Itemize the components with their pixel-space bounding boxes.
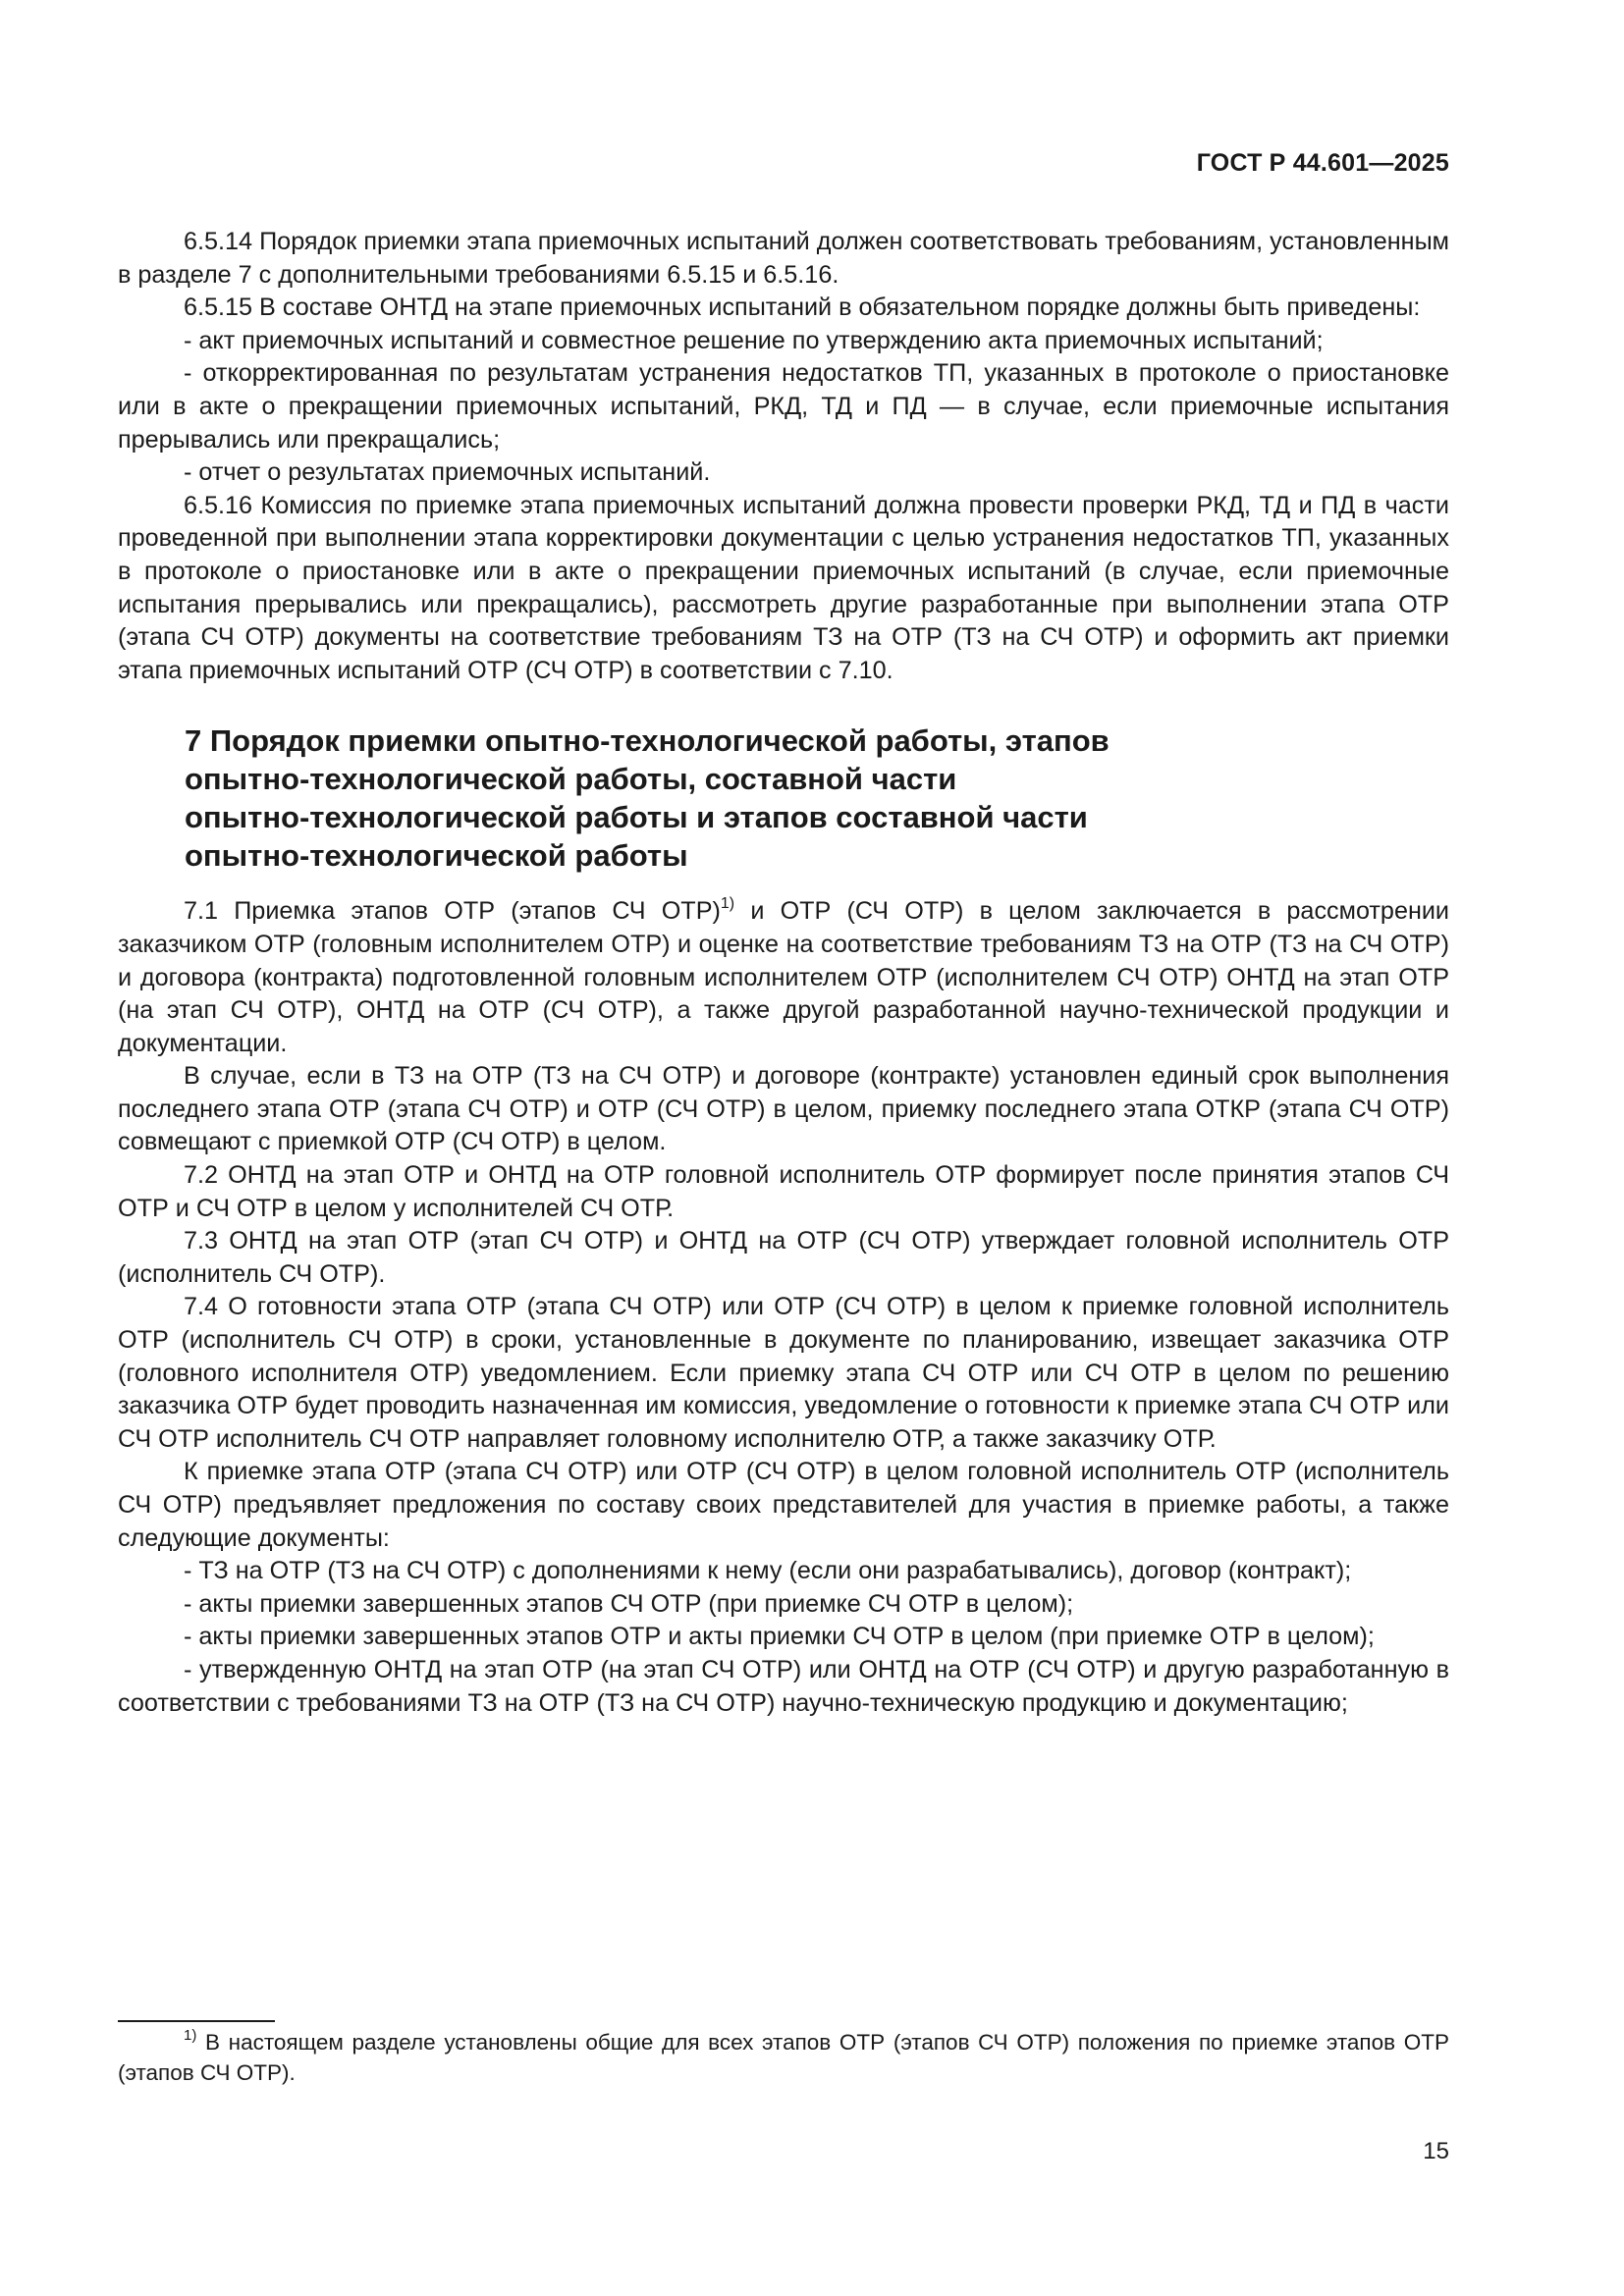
list-item: - акты приемки завершенных этапов СЧ ОТР (при приемке СЧ ОТР в целом); bbox=[184, 1589, 1074, 1618]
section-heading bbox=[118, 721, 1449, 875]
document-header-id: ГОСТ Р 44.601—2025 bbox=[1196, 149, 1449, 177]
paragraph-6-5-14: 6.5.14 Порядок приемки этапа приемочных испытаний должен соответствовать требованиям, установленным в разделе 7 с дополнительными требованиями 6.5.15 и 6.5.16. bbox=[118, 228, 1449, 289]
paragraph-7-1-start: 7.1 Приемка этапов ОТР (этапов СЧ ОТР) bbox=[184, 897, 721, 926]
list-item: - акт приемочных испытаний и совместное решение по утверждению акта приемочных испытаний; bbox=[184, 326, 1324, 354]
paragraph-7-2: 7.2 ОНТД на этап ОТР и ОНТД на ОТР головной исполнитель ОТР формирует после принятия этапов СЧ ОТР и СЧ ОТР в целом у исполнителей СЧ ОТР. bbox=[118, 1161, 1449, 1222]
footnote-text: В настоящем разделе установлены общие для всех этапов ОТР (этапов СЧ ОТР) положения по приемке этапов ОТР (этапов СЧ ОТР). bbox=[118, 2030, 1449, 2085]
paragraph-7-3: 7.3 ОНТД на этап ОТР (этап СЧ ОТР) и ОНТД на ОТР (СЧ ОТР) утверждает головной исполнитель ОТР (исполнитель СЧ ОТР). bbox=[118, 1227, 1449, 1288]
paragraph-7-1 bbox=[118, 895, 1449, 1060]
list-item: - откорректированная по результатам устранения недостатков ТП, указанных в протоколе о приостановке или в акте о прекращении приемочных испытаний, РКД, ТД и ПД — в случае, если приемочные испытания прерывались или прекращались; bbox=[118, 359, 1449, 454]
section-heading-line: опытно-технологической работы и этапов составной части bbox=[185, 800, 1088, 835]
paragraph: В случае, если в ТЗ на ОТР (ТЗ на СЧ ОТР) и договоре (контракте) установлен единый срок выполнения последнего этапа ОТР (этапа СЧ ОТР) и ОТР (СЧ ОТР) в целом, приемку последнего этапа ОТКР (этапа СЧ ОТР) совмещают с приемкой ОТР (СЧ ОТР) в целом. bbox=[118, 1062, 1449, 1156]
paragraph-7-1-rest: и ОТР (СЧ ОТР) в целом заключается в рассмотрении заказчиком ОТР (головным исполнителем ОТР) и оценке на соответствие требованиям ТЗ на ОТР (ТЗ на СЧ ОТР) и договора (контракта) подготовленной головным исполнителем ОТР (исполнителем СЧ ОТР) ОНТД на этап ОТР (на этап СЧ ОТР), ОНТД на ОТР (СЧ ОТР), а также другой разработанной научно-технической продукции и документации. bbox=[118, 897, 1449, 1057]
footnote-reference: 1) bbox=[720, 894, 735, 912]
list-item: - утвержденную ОНТД на этап ОТР (на этап СЧ ОТР) или ОНТД на ОТР (СЧ ОТР) и другую разработанную в соответствии с требованиями ТЗ на ОТР (ТЗ на СЧ ОТР) научно-техническую продукцию и документацию; bbox=[118, 1655, 1449, 1717]
list-item: - отчет о результатах приемочных испытаний. bbox=[184, 458, 711, 487]
footnote-marker: 1) bbox=[184, 2026, 197, 2044]
page-number: 15 bbox=[1423, 2138, 1449, 2164]
section-heading-line: опытно-технологической работы bbox=[185, 838, 688, 874]
section-heading-line: опытно-технологической работы, составной части bbox=[185, 762, 957, 797]
footnote bbox=[118, 2027, 1449, 2088]
paragraph: К приемке этапа ОТР (этапа СЧ ОТР) или ОТР (СЧ ОТР) в целом головной исполнитель ОТР (исполнитель СЧ ОТР) предъявляет предложения по составу своих представителей для участия в приемке работы, а также следующие документы: bbox=[118, 1458, 1449, 1552]
list-item: - акты приемки завершенных этапов ОТР и акты приемки СЧ ОТР в целом (при приемке ОТР в целом); bbox=[184, 1623, 1375, 1651]
section-heading-line: 7 Порядок приемки опытно-технологической работы, этапов bbox=[185, 723, 1110, 759]
paragraph-6-5-15: 6.5.15 В составе ОНТД на этапе приемочных испытаний в обязательном порядке должны быть приведены: bbox=[184, 294, 1421, 322]
list-item: - ТЗ на ОТР (ТЗ на СЧ ОТР) с дополнениями к нему (если они разрабатывались), договор (контракт); bbox=[184, 1557, 1352, 1585]
footnote-separator bbox=[118, 2020, 275, 2022]
paragraph-6-5-16: 6.5.16 Комиссия по приемке этапа приемочных испытаний должна провести проверки РКД, ТД и ПД в части проведенной при выполнении этапа корректировки документации с целью устранения недостатков ТП, указанных в протоколе о приостановке или в акте о прекращении приемочных испытаний (в случае, если приемочные испытания прерывались или прекращались), рассмотреть другие разработанные при выполнении этапа ОТР (этапа СЧ ОТР) документы на соответствие требованиям ТЗ на ОТР (ТЗ на СЧ ОТР) и оформить акт приемки этапа приемочных испытаний ОТР (СЧ ОТР) в соответствии с 7.10. bbox=[118, 491, 1449, 684]
document-body bbox=[118, 226, 1449, 1720]
paragraph-7-4: 7.4 О готовности этапа ОТР (этапа СЧ ОТР) или ОТР (СЧ ОТР) в целом к приемке головной исполнитель ОТР (исполнитель СЧ ОТР) в сроки, установленные в документе по планированию, извещает заказчика ОТР (головного исполнителя ОТР) уведомлением. Если приемку этапа СЧ ОТР или СЧ ОТР в целом по решению заказчика ОТР будет проводить назначенная им комиссия, уведомление о готовности к приемке этапа СЧ ОТР или СЧ ОТР исполнитель СЧ ОТР направляет головному исполнителю ОТР, а также заказчику ОТР. bbox=[118, 1293, 1449, 1453]
